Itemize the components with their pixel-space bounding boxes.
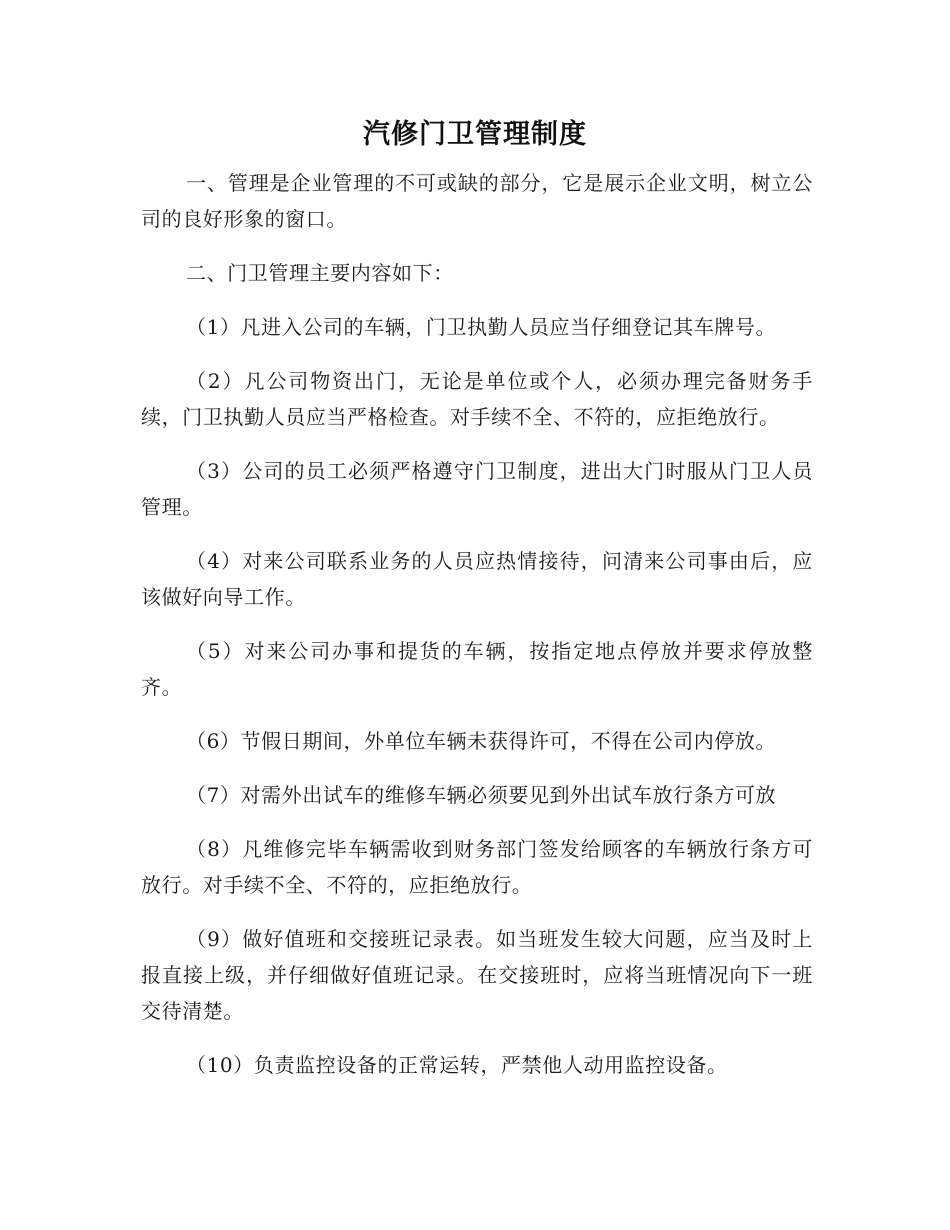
rule-item-2: （2）凡公司物资出门，无论是单位或个人，必须办理完备财务手续，门卫执勤人员应当严格检查。对手续不全、不符的，应拒绝放行。: [141, 369, 813, 429]
rule-item-9: （9）做好值班和交接班记录表。如当班发生较大问题，应当及时上报直接上级，并仔细做好值班记录。在交接班时，应将当班情况向下一班交待清楚。: [141, 927, 813, 1023]
paragraph-1: 一、管理是企业管理的不可或缺的部分，它是展示企业文明，树立公司的良好形象的窗口。: [141, 171, 813, 231]
document-body: [141, 165, 813, 1101]
rule-item-10: （10）负责监控设备的正常运转，严禁他人动用监控设备。: [186, 1053, 728, 1077]
document-title: 汽修门卫管理制度: [363, 119, 587, 150]
rule-item-1: （1）凡进入公司的车辆，门卫执勤人员应当仔细登记其车牌号。: [186, 315, 777, 339]
rule-item-6: （6）节假日期间，外单位车辆未获得许可，不得在公司内停放。: [186, 729, 777, 753]
paragraph-2: 二、门卫管理主要内容如下：: [186, 261, 454, 285]
rule-item-5: （5）对来公司办事和提货的车辆，按指定地点停放并要求停放整齐。: [141, 639, 813, 699]
rule-item-3: （3）公司的员工必须严格遵守门卫制度，进出大门时服从门卫人员管理。: [141, 459, 813, 519]
rule-item-4: （4）对来公司联系业务的人员应热情接待，问清来公司事由后，应该做好向导工作。: [141, 549, 813, 609]
rule-item-7: （7）对需外出试车的维修车辆必须要见到外出试车放行条方可放: [186, 783, 777, 807]
rule-item-8: （8）凡维修完毕车辆需收到财务部门签发给顾客的车辆放行条方可放行。对手续不全、不符的，应拒绝放行。: [141, 837, 813, 897]
